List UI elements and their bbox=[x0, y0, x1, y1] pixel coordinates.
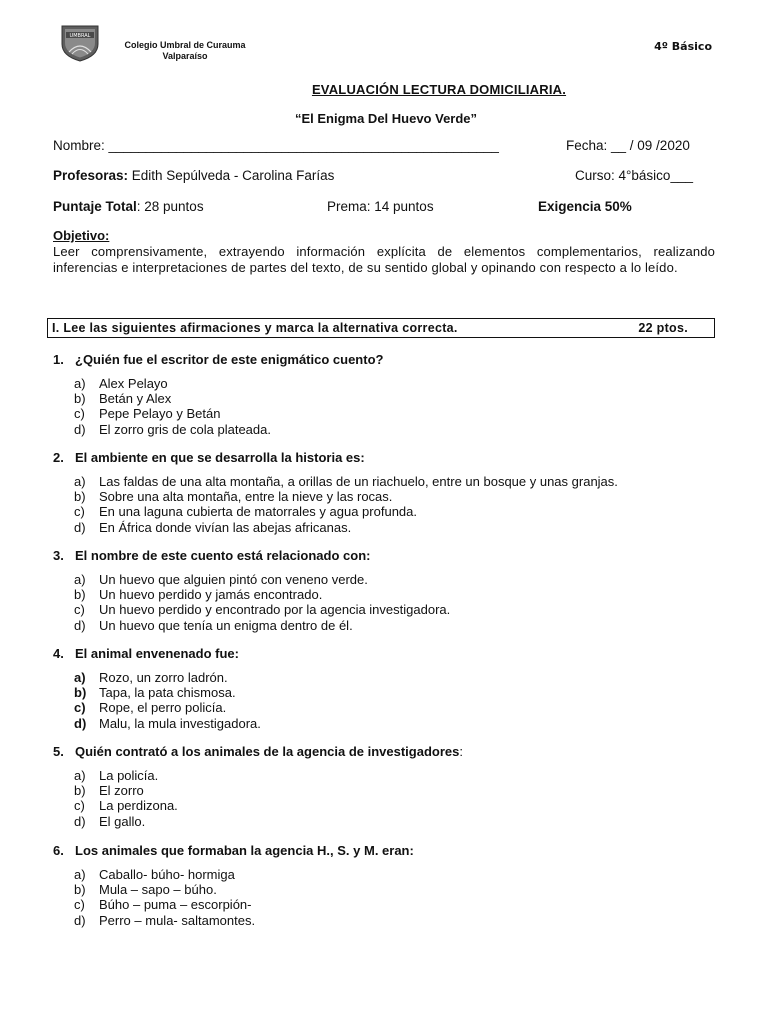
question-number: 1. bbox=[53, 352, 64, 367]
question-1 bbox=[53, 352, 733, 437]
option-list bbox=[53, 376, 733, 437]
prema: Prema: 14 puntos bbox=[327, 199, 434, 214]
question-text: El nombre de este cuento está relacionado con: bbox=[75, 548, 371, 563]
option-a[interactable]: a) Las faldas de una alta montaña, a orillas de un riachuelo, entre un bosque y unas granjas. bbox=[74, 474, 618, 489]
option-b[interactable]: b) El zorro bbox=[74, 783, 144, 799]
question-5 bbox=[53, 744, 733, 829]
date-field[interactable]: Fecha: __ / 09 /2020 bbox=[566, 138, 690, 153]
exam-title-text: EVALUACIÓN LECTURA DOMICILIARIA. bbox=[311, 82, 567, 97]
grade-label: 4º Básico bbox=[654, 40, 712, 53]
school-line-2: Valparaíso bbox=[162, 51, 208, 61]
exigencia: Exigencia 50% bbox=[538, 199, 632, 214]
question-number: 4. bbox=[53, 646, 64, 661]
question-text: El animal envenenado fue: bbox=[75, 646, 239, 661]
teachers-label: Profesoras: bbox=[53, 168, 129, 183]
option-list bbox=[53, 867, 733, 928]
option-b[interactable]: b) Betán y Alex bbox=[74, 391, 172, 407]
option-a[interactable]: a) Alex Pelayo bbox=[74, 376, 168, 391]
exam-title bbox=[0, 82, 768, 97]
question-text: Los animales que formaban la agencia H., S. y M. eran: bbox=[75, 843, 414, 858]
question-6 bbox=[53, 843, 733, 928]
total-score bbox=[53, 199, 204, 214]
question-2 bbox=[53, 450, 733, 535]
question-number: 3. bbox=[53, 548, 64, 563]
teachers-value: Edith Sepúlveda - Carolina Farías bbox=[128, 168, 335, 183]
total-score-value: : 28 puntos bbox=[136, 199, 204, 214]
option-c[interactable]: c) Búho – puma – escorpión- bbox=[74, 897, 252, 913]
section-header-box bbox=[47, 318, 715, 338]
option-c[interactable]: c) Pepe Pelayo y Betán bbox=[74, 406, 221, 422]
teachers-row bbox=[53, 168, 708, 186]
logo-text: UMBRAL bbox=[69, 33, 91, 39]
option-list bbox=[53, 670, 733, 731]
option-b[interactable]: b) Mula – sapo – búho. bbox=[74, 882, 217, 898]
question-suffix: : bbox=[459, 744, 463, 759]
story-title-text: “El Enigma Del Huevo Verde” bbox=[294, 111, 478, 126]
school-line-1: Colegio Umbral de Curauma bbox=[124, 40, 246, 50]
option-c[interactable]: c) Un huevo perdido y encontrado por la agencia investigadora. bbox=[74, 602, 451, 618]
option-c[interactable]: c) En una laguna cubierta de matorrales y agua profunda. bbox=[74, 504, 417, 520]
option-c[interactable]: c) La perdizona. bbox=[74, 798, 178, 814]
objective-label: Objetivo: bbox=[53, 228, 110, 243]
question-number: 5. bbox=[53, 744, 64, 759]
question-3 bbox=[53, 548, 733, 633]
option-d[interactable]: d) El zorro gris de cola plateada. bbox=[74, 421, 271, 437]
story-title bbox=[0, 111, 768, 126]
option-a[interactable]: a) Caballo- búho- hormiga bbox=[74, 867, 235, 882]
section-title: I. Lee las siguientes afirmaciones y marca la alternativa correcta. bbox=[52, 321, 458, 335]
name-field[interactable]: Nombre: ____________________________________________________ bbox=[53, 138, 499, 153]
option-a[interactable]: a) La policía. bbox=[74, 768, 159, 783]
objective-block bbox=[53, 228, 715, 275]
option-c[interactable]: c) Rope, el perro policía. bbox=[74, 700, 227, 716]
option-list bbox=[53, 768, 733, 829]
objective-text: Leer comprensivamente, extrayendo información explícita de elementos complementarios, realizando inferencias e interpretaciones de partes del texto, de su sentido global y opinando con respecto a lo leído. bbox=[53, 244, 715, 275]
option-a[interactable]: a) Un huevo que alguien pintó con veneno verde. bbox=[74, 572, 368, 587]
total-score-label: Puntaje Total bbox=[53, 199, 137, 214]
question-number: 2. bbox=[53, 450, 64, 465]
option-list bbox=[53, 474, 733, 535]
course-field[interactable]: Curso: 4°básico___ bbox=[575, 168, 693, 183]
question-text: El ambiente en que se desarrolla la historia es: bbox=[75, 450, 365, 465]
teachers bbox=[53, 168, 334, 183]
option-b[interactable]: b) Sobre una alta montaña, entre la nieve y las rocas. bbox=[74, 489, 393, 505]
section-points: 22 ptos. bbox=[638, 321, 688, 335]
option-d[interactable]: d) En África donde vivían las abejas africanas. bbox=[74, 519, 352, 535]
option-d[interactable]: d) Malu, la mula investigadora. bbox=[74, 715, 261, 731]
name-row bbox=[53, 138, 708, 156]
score-row bbox=[53, 199, 708, 217]
question-4 bbox=[53, 646, 733, 731]
option-b[interactable]: b) Tapa, la pata chismosa. bbox=[74, 685, 236, 701]
school-logo-icon bbox=[60, 22, 100, 62]
option-list bbox=[53, 572, 733, 633]
school-name bbox=[100, 40, 270, 62]
question-text: Quién contrató a los animales de la agencia de investigadores bbox=[75, 744, 460, 759]
option-b[interactable]: b) Un huevo perdido y jamás encontrado. bbox=[74, 587, 323, 603]
question-number: 6. bbox=[53, 843, 64, 858]
option-d[interactable]: d) El gallo. bbox=[74, 813, 146, 829]
option-d[interactable]: d) Perro – mula- saltamontes. bbox=[74, 912, 256, 928]
option-d[interactable]: d) Un huevo que tenía un enigma dentro de él. bbox=[74, 617, 353, 633]
question-text: ¿Quién fue el escritor de este enigmático cuento? bbox=[75, 352, 384, 367]
option-a[interactable]: a) Rozo, un zorro ladrón. bbox=[74, 670, 228, 685]
